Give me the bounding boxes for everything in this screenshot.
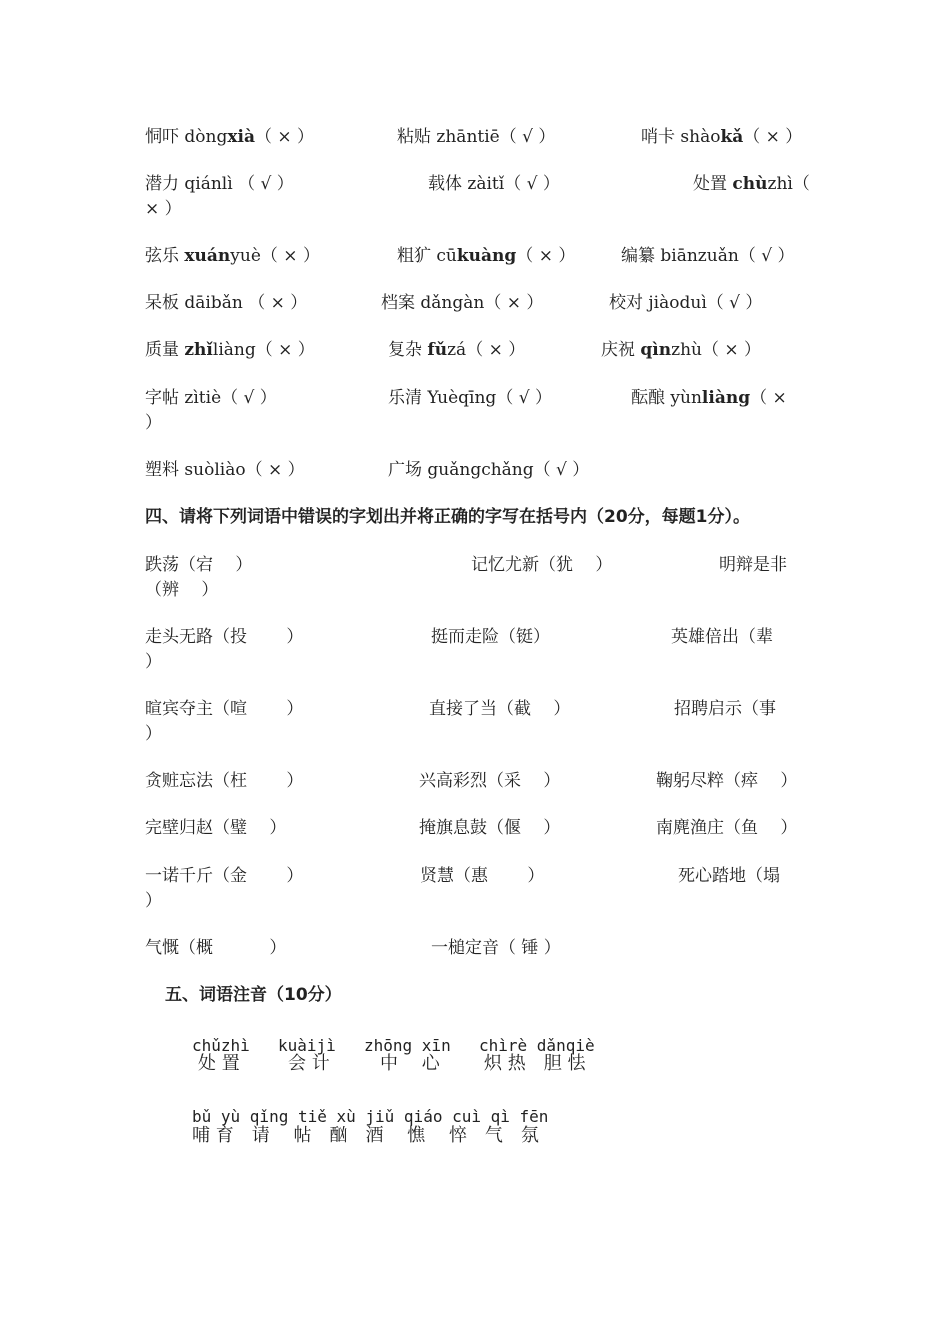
s4-item: 直接了当（截 ） xyxy=(429,699,571,719)
s3-item: 呆板 dāibǎn （ × ） xyxy=(145,293,308,313)
s4-item: 走头无路（投 ） xyxy=(145,627,304,647)
s4-item: 招聘启示（事 xyxy=(674,699,776,719)
s3-item: 塑料 suòliào（ × ） xyxy=(145,460,305,480)
s3-item: 广场 guǎngchǎng（ √ ） xyxy=(388,460,590,480)
s3-item: 庆祝 qìnzhù（ × ） xyxy=(601,340,762,360)
s3-item: 哨卡 shàokǎ（ × ） xyxy=(641,127,803,147)
pinyin: chǔzhì xyxy=(192,1036,250,1055)
hanzi: 会 计 xyxy=(288,1053,330,1074)
s3-item: 粘贴 zhāntiē（ √ ） xyxy=(397,127,556,147)
s3-item: 字帖 zìtiè（ √ ） xyxy=(145,388,277,408)
pinyin: chìrè dǎnqiè xyxy=(479,1036,595,1055)
hanzi: 中 心 xyxy=(380,1053,440,1074)
s4-item: 南麂渔庄（鱼 ） xyxy=(656,818,798,838)
s3-item: 处置 chùzhì（ xyxy=(693,174,810,194)
s4-item: 掩旗息鼓（偃 ） xyxy=(419,818,561,838)
s4-item: 英雄倍出（辈 xyxy=(671,627,773,647)
s4-item: 贪赃忘法（枉 ） xyxy=(145,771,304,791)
hanzi: 处 置 xyxy=(198,1053,240,1074)
s4-item: 气慨（概 ） xyxy=(145,938,287,958)
s3-row-2-wrap: × ） xyxy=(145,199,182,219)
s4-row-2-wrap: ） xyxy=(145,652,162,672)
s4-item: 贤慧（惠 ） xyxy=(420,866,545,886)
s4-item: 暄宾夺主（喧 ） xyxy=(145,699,304,719)
s4-item: 完壁归赵（璧 ） xyxy=(145,818,287,838)
s3-item: 恫吓 dòngxià（ × ） xyxy=(145,127,315,147)
s4-item: 记忆尤新（犹 ） xyxy=(471,555,613,575)
hanzi: 哺 育 请 帖 酗 酒 憔 悴 气 氛 xyxy=(192,1125,539,1146)
s3-item: 编纂 biānzuǎn（ √ ） xyxy=(621,246,795,266)
s3-item: 弦乐 xuányuè（ × ） xyxy=(145,246,320,266)
s4-item: 兴高彩烈（采 ） xyxy=(419,771,561,791)
s4-item: 鞠躬尽粹（瘁 ） xyxy=(656,771,798,791)
hanzi: 炽 热 胆 怯 xyxy=(484,1053,586,1074)
s4-item: 跌荡（宕 ） xyxy=(145,555,253,575)
section-4-title: 四、请将下列词语中错误的字划出并将正确的字写在括号内（20分，每题1分）。 xyxy=(145,507,750,527)
s4-row-3-wrap: ） xyxy=(145,724,162,744)
pinyin: zhōng xīn xyxy=(364,1036,451,1055)
s3-item: 潜力 qiánlì （ √ ） xyxy=(145,174,294,194)
pinyin: bǔ yù qǐng tiě xù jiǔ qiáo cuì qì fēn xyxy=(192,1107,549,1126)
s3-item: 酝酿 yùnliàng（ × xyxy=(631,388,787,408)
s4-item: 一槌定音（ 锤 ） xyxy=(431,938,561,958)
s4-item: 明辩是非 xyxy=(719,555,787,575)
s4-item: 一诺千斤（金 ） xyxy=(145,866,304,886)
s4-row-1-wrap: （辨 ） xyxy=(145,580,219,600)
s3-item: 复杂 fǔzá（ × ） xyxy=(388,340,526,360)
pinyin: kuàijì xyxy=(278,1036,336,1055)
s4-item: 死心踏地（塌 xyxy=(678,866,780,886)
s3-item: 质量 zhǐliàng（ × ） xyxy=(145,340,315,360)
s3-item: 载体 zàitǐ（ √ ） xyxy=(428,174,560,194)
s3-row-6-wrap: ） xyxy=(145,413,162,433)
s4-row-6-wrap: ） xyxy=(145,891,162,911)
s4-item: 挺而走险（铤） xyxy=(431,627,550,647)
s3-item: 档案 dǎngàn（ × ） xyxy=(381,293,544,313)
s3-item: 乐清 Yuèqīng（ √ ） xyxy=(388,388,552,408)
section-5-title: 五、词语注音（10分） xyxy=(165,985,342,1005)
s3-item: 校对 jiàoduì（ √ ） xyxy=(609,293,763,313)
s3-item: 粗犷 cūkuàng（ × ） xyxy=(397,246,576,266)
